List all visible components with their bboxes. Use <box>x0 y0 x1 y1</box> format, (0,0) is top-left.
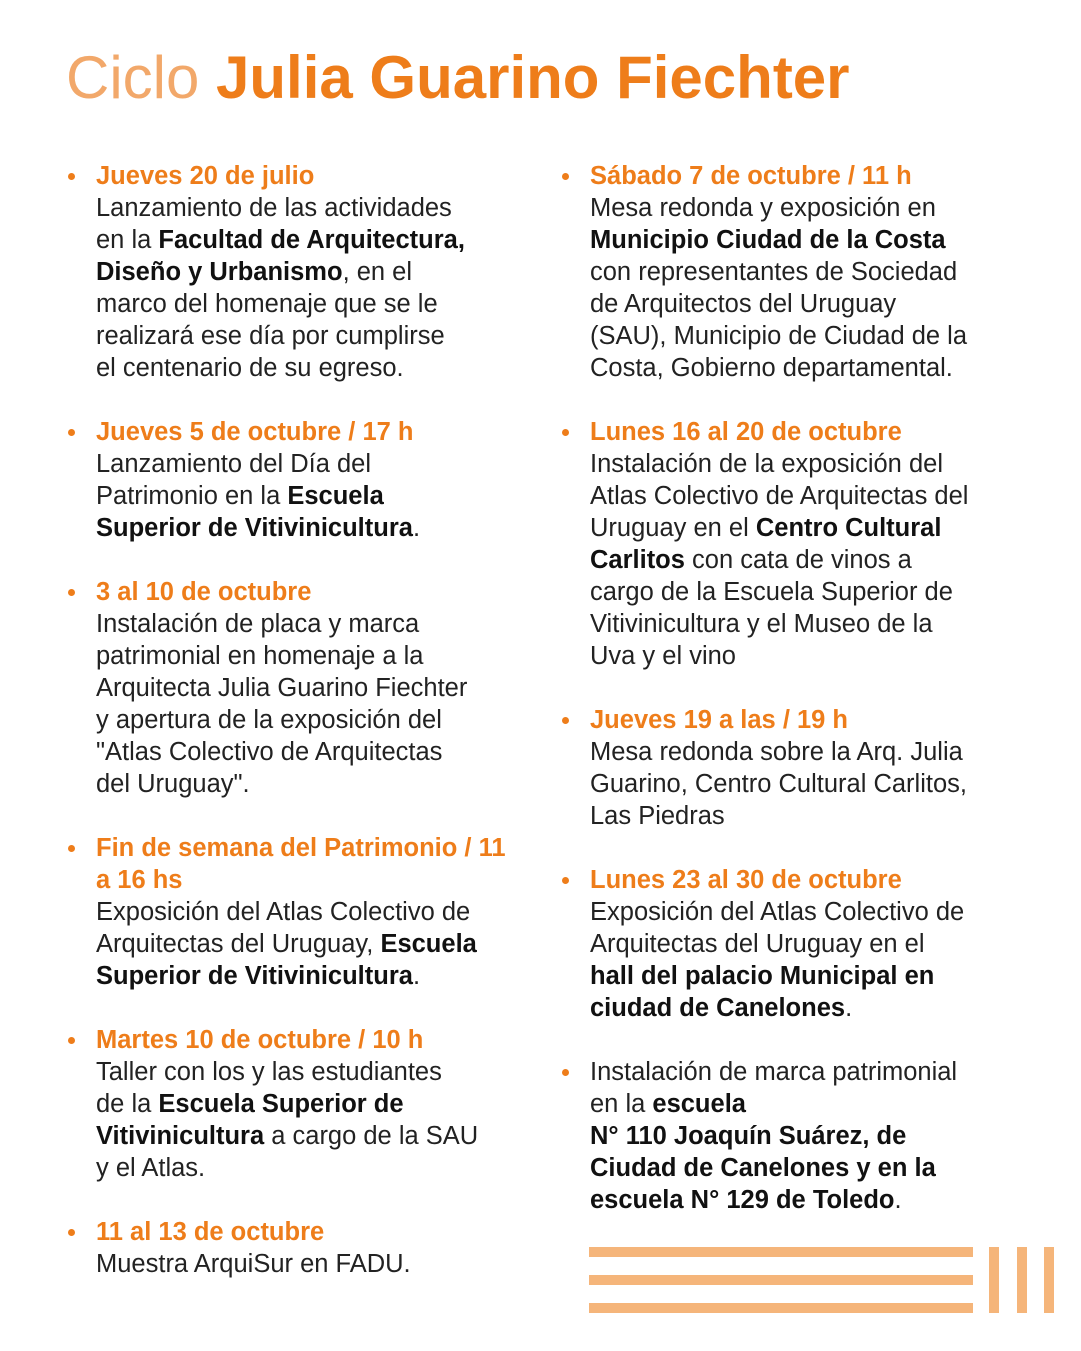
title-prefix: Ciclo <box>66 44 200 111</box>
event-date: Lunes 16 al 20 de octubre <box>590 418 902 446</box>
event-date: Sábado 7 de octubre / 11 h <box>590 162 912 190</box>
stripe <box>589 1303 973 1313</box>
bullet-icon <box>68 173 75 180</box>
event-description: Taller con los y las estudiantes de la Escuela Superior de Vitivinicultura a cargo de la SAU y el Atlas. <box>96 1058 479 1182</box>
event-description: Lanzamiento del Día del Patrimonio en la Escuela Superior de Vitivinicultura. <box>96 450 421 542</box>
event-item <box>62 160 532 384</box>
stripe <box>1044 1247 1054 1313</box>
event-item <box>62 416 532 544</box>
event-item <box>556 704 1026 832</box>
event-date: 11 al 13 de octubre <box>96 1218 325 1246</box>
bullet-icon <box>68 589 75 596</box>
page-title <box>66 42 850 114</box>
right-column <box>556 160 1026 1216</box>
event-description: Mesa redonda y exposición en Municipio Ciudad de la Costa con representantes de Sociedad de Arquitectos del Uruguay (SAU), Municipio de Ciudad de la Costa, Gobierno departamental. <box>590 194 968 382</box>
event-item <box>556 864 1026 1024</box>
event-description: Lanzamiento de las actividades en la Facultad de Arquitectura, Diseño y Urbanismo, en el marco del homenaje que se le realizará ese día por cumplirse el centenario de su egreso. <box>96 194 465 382</box>
event-description: Exposición del Atlas Colectivo de Arquitectas del Uruguay, Escuela Superior de Vitivinicultura. <box>96 898 477 990</box>
event-item <box>62 832 532 992</box>
title-name: Julia Guarino Fiechter <box>216 44 850 111</box>
stripe <box>1017 1247 1027 1313</box>
event-item <box>62 576 532 800</box>
left-column <box>62 160 532 1280</box>
event-date: Martes 10 de octubre / 10 h <box>96 1026 424 1054</box>
bullet-icon <box>68 845 75 852</box>
event-item <box>62 1024 532 1184</box>
event-item <box>556 416 1026 672</box>
stripe <box>589 1275 973 1285</box>
event-description: Exposición del Atlas Colectivo de Arquitectas del Uruguay en el hall del palacio Municipal en ciudad de Canelones. <box>590 898 965 1022</box>
stripe <box>589 1247 973 1257</box>
event-item <box>62 1216 532 1280</box>
bullet-icon <box>562 1069 569 1076</box>
event-date: Jueves 19 a las / 19 h <box>590 706 849 734</box>
event-description: Instalación de la exposición del Atlas Colectivo de Arquitectas del Uruguay en el Centro Cultural Carlitos con cata de vinos a cargo de la Escuela Superior de Vitivinicultura y el Museo de la Uva y el vino <box>590 450 969 670</box>
bullet-icon <box>562 429 569 436</box>
event-item <box>556 160 1026 384</box>
event-description: Muestra ArquiSur en FADU. <box>96 1250 411 1278</box>
stripe <box>989 1247 999 1313</box>
bullet-icon <box>562 717 569 724</box>
event-date: Lunes 23 al 30 de octubre <box>590 866 902 894</box>
event-date: Fin de semana del Patrimonio / 11 a 16 hs <box>96 834 506 894</box>
event-description: Mesa redonda sobre la Arq. Julia Guarino, Centro Cultural Carlitos, Las Piedras <box>590 738 967 830</box>
decorative-stripes <box>589 1247 1054 1313</box>
event-item <box>556 1056 1026 1216</box>
event-description: Instalación de placa y marca patrimonial en homenaje a la Arquitecta Julia Guarino Fiechter y apertura de la exposición del "Atlas Colectivo de Arquitectas del Uruguay". <box>96 610 468 798</box>
bullet-icon <box>68 1037 75 1044</box>
event-description: Instalación de marca patrimonial en la escuela N° 110 Joaquín Suárez, de Ciudad de Canelones y en la escuela N° 129 de Toledo. <box>590 1058 958 1214</box>
bullet-icon <box>562 173 569 180</box>
bullet-icon <box>562 877 569 884</box>
event-date: Jueves 20 de julio <box>96 162 315 190</box>
bullet-icon <box>68 429 75 436</box>
bullet-icon <box>68 1229 75 1236</box>
event-date: Jueves 5 de octubre / 17 h <box>96 418 414 446</box>
event-date: 3 al 10 de octubre <box>96 578 312 606</box>
